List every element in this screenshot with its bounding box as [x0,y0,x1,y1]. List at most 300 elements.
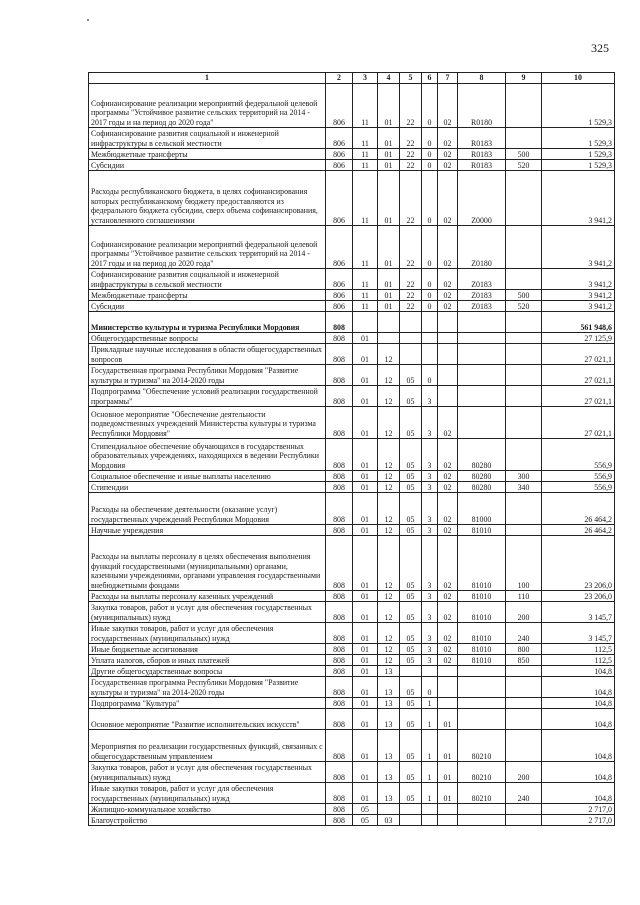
expense-type-cell [506,804,542,815]
ministry-code-cell: 806 [326,160,353,171]
program-code-cell: 22 [400,290,422,301]
target-article-cell: 80280 [458,439,506,471]
activity-code-cell: 01 [438,709,458,730]
ministry-code-cell: 808 [326,623,353,644]
row-name-cell: Софинансирование реализации мероприятий федеральной целевой программы "Устойчивое развитие сельских территорий на 2014 - 2017 годы и на период до 2020 года" [89,84,326,128]
ministry-code-cell: 808 [326,783,353,804]
amount-cell: 556,9 [542,482,615,493]
budget-table [88,72,615,826]
section-code-cell: 05 [353,804,378,815]
expense-type-cell [506,730,542,762]
expense-type-cell: 240 [506,623,542,644]
amount-cell: 23 206,0 [542,536,615,591]
target-article-cell: 80210 [458,730,506,762]
ministry-code-cell: 808 [326,602,353,623]
activity-code-cell: 02 [438,439,458,471]
expense-type-cell [506,698,542,709]
activity-code-cell: 02 [438,623,458,644]
activity-code-cell: 02 [438,655,458,666]
subsection-code-cell: 12 [378,482,400,493]
row-name-cell: Общегосударственные вопросы [89,333,326,344]
ministry-code-cell: 808 [326,525,353,536]
header-cell: 8 [458,73,506,84]
expense-type-cell [506,365,542,386]
row-name-cell: Стипендии [89,482,326,493]
ministry-code-cell: 806 [326,128,353,149]
subsection-code-cell: 12 [378,536,400,591]
activity-code-cell [438,677,458,698]
amount-cell: 26 464,2 [542,525,615,536]
ministry-code-cell: 808 [326,312,353,333]
subprogram-code-cell: 0 [422,149,438,160]
subsection-code-cell: 13 [378,698,400,709]
section-code-cell: 01 [353,525,378,536]
row-name-cell: Иные закупки товаров, работ и услуг для обеспечения государственных (муниципальных) нужд [89,783,326,804]
target-article-cell: 80210 [458,762,506,783]
expense-type-cell [506,269,542,290]
header-cell: 1 [89,73,326,84]
ministry-code-cell: 806 [326,84,353,128]
subsection-code-cell: 01 [378,84,400,128]
row-name-cell: Межбюджетные трансферты [89,149,326,160]
activity-code-cell [438,815,458,826]
table-row [89,525,615,536]
program-code-cell: 05 [400,762,422,783]
subprogram-code-cell [422,815,438,826]
subsection-code-cell: 12 [378,602,400,623]
table-row [89,290,615,301]
subprogram-code-cell: 1 [422,762,438,783]
expense-type-cell [506,312,542,333]
section-code-cell: 01 [353,762,378,783]
expense-type-cell [506,84,542,128]
table-row [89,730,615,762]
subprogram-code-cell: 1 [422,730,438,762]
target-article-cell: 81010 [458,644,506,655]
row-name-cell: Софинансирование развития социальной и инженерной инфраструктуры в сельской местности [89,128,326,149]
section-code-cell: 01 [353,602,378,623]
activity-code-cell: 02 [438,602,458,623]
activity-code-cell: 01 [438,762,458,783]
amount-cell: 104,8 [542,783,615,804]
subprogram-code-cell: 0 [422,301,438,312]
activity-code-cell: 02 [438,471,458,482]
subprogram-code-cell: 3 [422,602,438,623]
subsection-code-cell: 13 [378,762,400,783]
target-article-cell: 80280 [458,482,506,493]
row-name-cell: Расходы республиканского бюджета, в целях софинансирования которых республиканскому бюджету предоставляются из федерального бюджета субсидии, сверх объема софинансирования, установленного соглашениями [89,171,326,226]
expense-type-cell [506,677,542,698]
table-row [89,149,615,160]
subprogram-code-cell [422,344,438,365]
section-code-cell: 01 [353,698,378,709]
program-code-cell: 05 [400,783,422,804]
row-name-cell: Основное мероприятие "Развитие исполнительских искусств" [89,709,326,730]
row-name-cell: Уплата налогов, сборов и иных платежей [89,655,326,666]
row-name-cell: Прикладные научные исследования в области общегосударственных вопросов [89,344,326,365]
section-code-cell: 01 [353,709,378,730]
subprogram-code-cell [422,804,438,815]
amount-cell: 104,8 [542,730,615,762]
table-row [89,482,615,493]
row-name-cell: Иные закупки товаров, работ и услуг для обеспечения государственных (муниципальных) нужд [89,623,326,644]
subprogram-code-cell: 3 [422,644,438,655]
program-code-cell [400,666,422,677]
target-article-cell: 81010 [458,591,506,602]
ministry-code-cell: 808 [326,804,353,815]
program-code-cell: 05 [400,536,422,591]
activity-code-cell: 02 [438,84,458,128]
subsection-code-cell: 13 [378,709,400,730]
header-cell: 4 [378,73,400,84]
subsection-code-cell: 01 [378,149,400,160]
subsection-code-cell [378,312,400,333]
program-code-cell: 05 [400,698,422,709]
table-row [89,365,615,386]
subprogram-code-cell: 0 [422,128,438,149]
activity-code-cell: 02 [438,149,458,160]
ministry-code-cell: 808 [326,698,353,709]
subsection-code-cell: 12 [378,623,400,644]
activity-code-cell: 02 [438,290,458,301]
amount-cell: 104,8 [542,677,615,698]
target-article-cell: 81010 [458,525,506,536]
table-row [89,439,615,471]
target-article-cell: 80280 [458,471,506,482]
expense-type-cell [506,344,542,365]
expense-type-cell [506,407,542,439]
program-code-cell: 05 [400,602,422,623]
subsection-code-cell: 12 [378,344,400,365]
program-code-cell: 22 [400,269,422,290]
expense-type-cell: 200 [506,602,542,623]
activity-code-cell: 01 [438,783,458,804]
section-code-cell: 01 [353,471,378,482]
activity-code-cell: 02 [438,269,458,290]
activity-code-cell [438,365,458,386]
expense-type-cell: 200 [506,762,542,783]
amount-cell: 3 941,2 [542,171,615,226]
target-article-cell: 81010 [458,536,506,591]
amount-cell: 2 717,0 [542,804,615,815]
section-code-cell: 01 [353,677,378,698]
header-cell: 2 [326,73,353,84]
ministry-code-cell: 808 [326,730,353,762]
row-name-cell: Жилищно-коммунальное хозяйство [89,804,326,815]
expense-type-cell: 500 [506,290,542,301]
expense-type-cell: 300 [506,471,542,482]
table-row [89,783,615,804]
row-name-cell: Другие общегосударственные вопросы [89,666,326,677]
target-article-cell: 81010 [458,623,506,644]
subprogram-code-cell: 3 [422,525,438,536]
section-code-cell: 01 [353,493,378,525]
subsection-code-cell: 12 [378,591,400,602]
section-code-cell: 01 [353,439,378,471]
subprogram-code-cell: 0 [422,269,438,290]
target-article-cell [458,677,506,698]
target-article-cell: R0183 [458,128,506,149]
subsection-code-cell: 12 [378,493,400,525]
activity-code-cell: 02 [438,493,458,525]
ministry-code-cell: 808 [326,709,353,730]
ministry-code-cell: 808 [326,365,353,386]
program-code-cell: 22 [400,226,422,269]
section-code-cell: 01 [353,644,378,655]
subprogram-code-cell: 3 [422,536,438,591]
target-article-cell: 81010 [458,655,506,666]
program-code-cell: 05 [400,439,422,471]
target-article-cell: R0183 [458,149,506,160]
amount-cell: 26 464,2 [542,493,615,525]
amount-cell: 3 941,2 [542,226,615,269]
amount-cell: 27 021,1 [542,407,615,439]
program-code-cell [400,804,422,815]
activity-code-cell: 02 [438,160,458,171]
table-row [89,762,615,783]
header-cell: 3 [353,73,378,84]
table-row [89,301,615,312]
ministry-code-cell: 806 [326,149,353,160]
expense-type-cell [506,815,542,826]
table-header-row [89,73,615,84]
subsection-code-cell: 13 [378,783,400,804]
expense-type-cell [506,171,542,226]
scan-speck [87,19,89,21]
subprogram-code-cell: 3 [422,386,438,407]
table-row [89,815,615,826]
program-code-cell: 22 [400,160,422,171]
activity-code-cell [438,386,458,407]
target-article-cell: Z0183 [458,269,506,290]
activity-code-cell: 02 [438,407,458,439]
activity-code-cell: 02 [438,536,458,591]
section-code-cell: 01 [353,655,378,666]
program-code-cell: 05 [400,591,422,602]
target-article-cell [458,709,506,730]
amount-cell: 104,8 [542,762,615,783]
table-row [89,493,615,525]
subsection-code-cell [378,804,400,815]
subprogram-code-cell: 0 [422,84,438,128]
section-code-cell: 01 [353,333,378,344]
header-cell: 6 [422,73,438,84]
target-article-cell: 81010 [458,602,506,623]
activity-code-cell: 02 [438,591,458,602]
subprogram-code-cell: 3 [422,623,438,644]
program-code-cell: 05 [400,471,422,482]
subprogram-code-cell: 0 [422,677,438,698]
ministry-code-cell: 808 [326,677,353,698]
row-name-cell: Расходы на выплаты персоналу в целях обеспечения выполнения функций государственными (муниципальными) органами, казенными учреждениями, органами управления государственными внебюджетными фондами [89,536,326,591]
target-article-cell [458,804,506,815]
target-article-cell [458,407,506,439]
program-code-cell: 05 [400,623,422,644]
target-article-cell [458,698,506,709]
ministry-code-cell: 808 [326,815,353,826]
target-article-cell [458,815,506,826]
table-row [89,226,615,269]
expense-type-cell: 110 [506,591,542,602]
target-article-cell: 81000 [458,493,506,525]
section-code-cell: 01 [353,623,378,644]
ministry-code-cell: 806 [326,290,353,301]
target-article-cell [458,333,506,344]
amount-cell: 1 529,3 [542,160,615,171]
target-article-cell [458,365,506,386]
activity-code-cell [438,333,458,344]
subsection-code-cell: 13 [378,677,400,698]
amount-cell: 27 021,1 [542,344,615,365]
activity-code-cell: 02 [438,482,458,493]
subsection-code-cell: 12 [378,525,400,536]
section-code-cell: 11 [353,226,378,269]
table-row [89,269,615,290]
target-article-cell: 80210 [458,783,506,804]
subprogram-code-cell [422,333,438,344]
section-code-cell: 01 [353,730,378,762]
row-name-cell: Благоустройство [89,815,326,826]
expense-type-cell [506,226,542,269]
amount-cell: 23 206,0 [542,591,615,602]
table-row [89,471,615,482]
subsection-code-cell: 12 [378,644,400,655]
subsection-code-cell: 03 [378,815,400,826]
target-article-cell: Z0180 [458,226,506,269]
expense-type-cell [506,493,542,525]
section-code-cell: 01 [353,536,378,591]
expense-type-cell [506,439,542,471]
section-code-cell: 01 [353,365,378,386]
program-code-cell: 22 [400,171,422,226]
program-code-cell: 05 [400,644,422,655]
target-article-cell [458,312,506,333]
section-code-cell: 11 [353,128,378,149]
amount-cell: 27 021,1 [542,386,615,407]
target-article-cell: Z0183 [458,290,506,301]
amount-cell: 3 941,2 [542,301,615,312]
row-name-cell: Подпрограмма "Культура" [89,698,326,709]
row-name-cell: Иные бюджетные ассигнования [89,644,326,655]
table-row [89,160,615,171]
table-row [89,709,615,730]
subsection-code-cell: 01 [378,301,400,312]
row-name-cell: Закупка товаров, работ и услуг для обеспечения государственных (муниципальных) нужд [89,602,326,623]
section-code-cell: 01 [353,783,378,804]
row-name-cell: Софинансирование реализации мероприятий федеральной целевой программы "Устойчивое развитие сельских территорий на 2014 - 2017 годы и на период до 2020 года" [89,226,326,269]
subprogram-code-cell: 0 [422,171,438,226]
section-code-cell: 01 [353,482,378,493]
table-row [89,655,615,666]
table-row [89,171,615,226]
table-row [89,84,615,128]
amount-cell: 1 529,3 [542,149,615,160]
ministry-code-cell: 808 [326,644,353,655]
program-code-cell: 05 [400,655,422,666]
row-name-cell: Расходы на обеспечение деятельности (оказание услуг) государственных учреждений Республики Мордовия [89,493,326,525]
target-article-cell: Z0183 [458,301,506,312]
table-row [89,312,615,333]
row-name-cell: Мероприятия по реализации государственных функций, связанных с общегосударственным управлением [89,730,326,762]
ministry-code-cell: 806 [326,301,353,312]
table-row [89,333,615,344]
ministry-code-cell: 808 [326,666,353,677]
subprogram-code-cell: 3 [422,407,438,439]
table-row [89,128,615,149]
program-code-cell: 05 [400,730,422,762]
section-code-cell: 11 [353,301,378,312]
amount-cell: 104,8 [542,666,615,677]
target-article-cell [458,666,506,677]
row-name-cell: Научные учреждения [89,525,326,536]
amount-cell: 112,5 [542,644,615,655]
amount-cell: 2 717,0 [542,815,615,826]
header-cell: 7 [438,73,458,84]
table-row [89,591,615,602]
subprogram-code-cell: 3 [422,471,438,482]
subsection-code-cell: 13 [378,730,400,762]
subsection-code-cell: 01 [378,160,400,171]
subprogram-code-cell: 1 [422,698,438,709]
program-code-cell [400,312,422,333]
amount-cell: 27 125,9 [542,333,615,344]
target-article-cell: R0180 [458,84,506,128]
row-name-cell: Расходы на выплаты персоналу казенных учреждений [89,591,326,602]
expense-type-cell: 500 [506,149,542,160]
program-code-cell: 05 [400,386,422,407]
program-code-cell: 22 [400,128,422,149]
ministry-code-cell: 806 [326,171,353,226]
subprogram-code-cell: 1 [422,783,438,804]
program-code-cell: 05 [400,709,422,730]
row-name-cell: Министерство культуры и туризма Республики Мордовия [89,312,326,333]
program-code-cell: 05 [400,365,422,386]
amount-cell: 561 948,6 [542,312,615,333]
subsection-code-cell: 12 [378,365,400,386]
target-article-cell [458,344,506,365]
subprogram-code-cell: 3 [422,591,438,602]
subprogram-code-cell: 0 [422,365,438,386]
row-name-cell: Стипендиальное обеспечение обучающихся в государственных образовательных учреждениях, находящихся в ведении Республики Мордовия [89,439,326,471]
ministry-code-cell: 808 [326,439,353,471]
program-code-cell: 22 [400,301,422,312]
section-code-cell: 01 [353,386,378,407]
ministry-code-cell: 808 [326,655,353,666]
expense-type-cell: 800 [506,644,542,655]
expense-type-cell [506,666,542,677]
header-cell: 9 [506,73,542,84]
table-row [89,623,615,644]
table-row [89,698,615,709]
ministry-code-cell: 806 [326,269,353,290]
subprogram-code-cell: 3 [422,493,438,525]
expense-type-cell: 340 [506,482,542,493]
target-article-cell: R0183 [458,160,506,171]
page-number: 325 [591,41,609,55]
row-name-cell: Подпрограмма "Обеспечение условий реализации государственной программы" [89,386,326,407]
expense-type-cell: 240 [506,783,542,804]
subsection-code-cell: 12 [378,439,400,471]
ministry-code-cell: 808 [326,536,353,591]
activity-code-cell: 02 [438,226,458,269]
table-row [89,804,615,815]
amount-cell: 3 941,2 [542,290,615,301]
program-code-cell: 22 [400,84,422,128]
subsection-code-cell: 01 [378,171,400,226]
program-code-cell: 22 [400,149,422,160]
activity-code-cell [438,666,458,677]
amount-cell: 3 941,2 [542,269,615,290]
